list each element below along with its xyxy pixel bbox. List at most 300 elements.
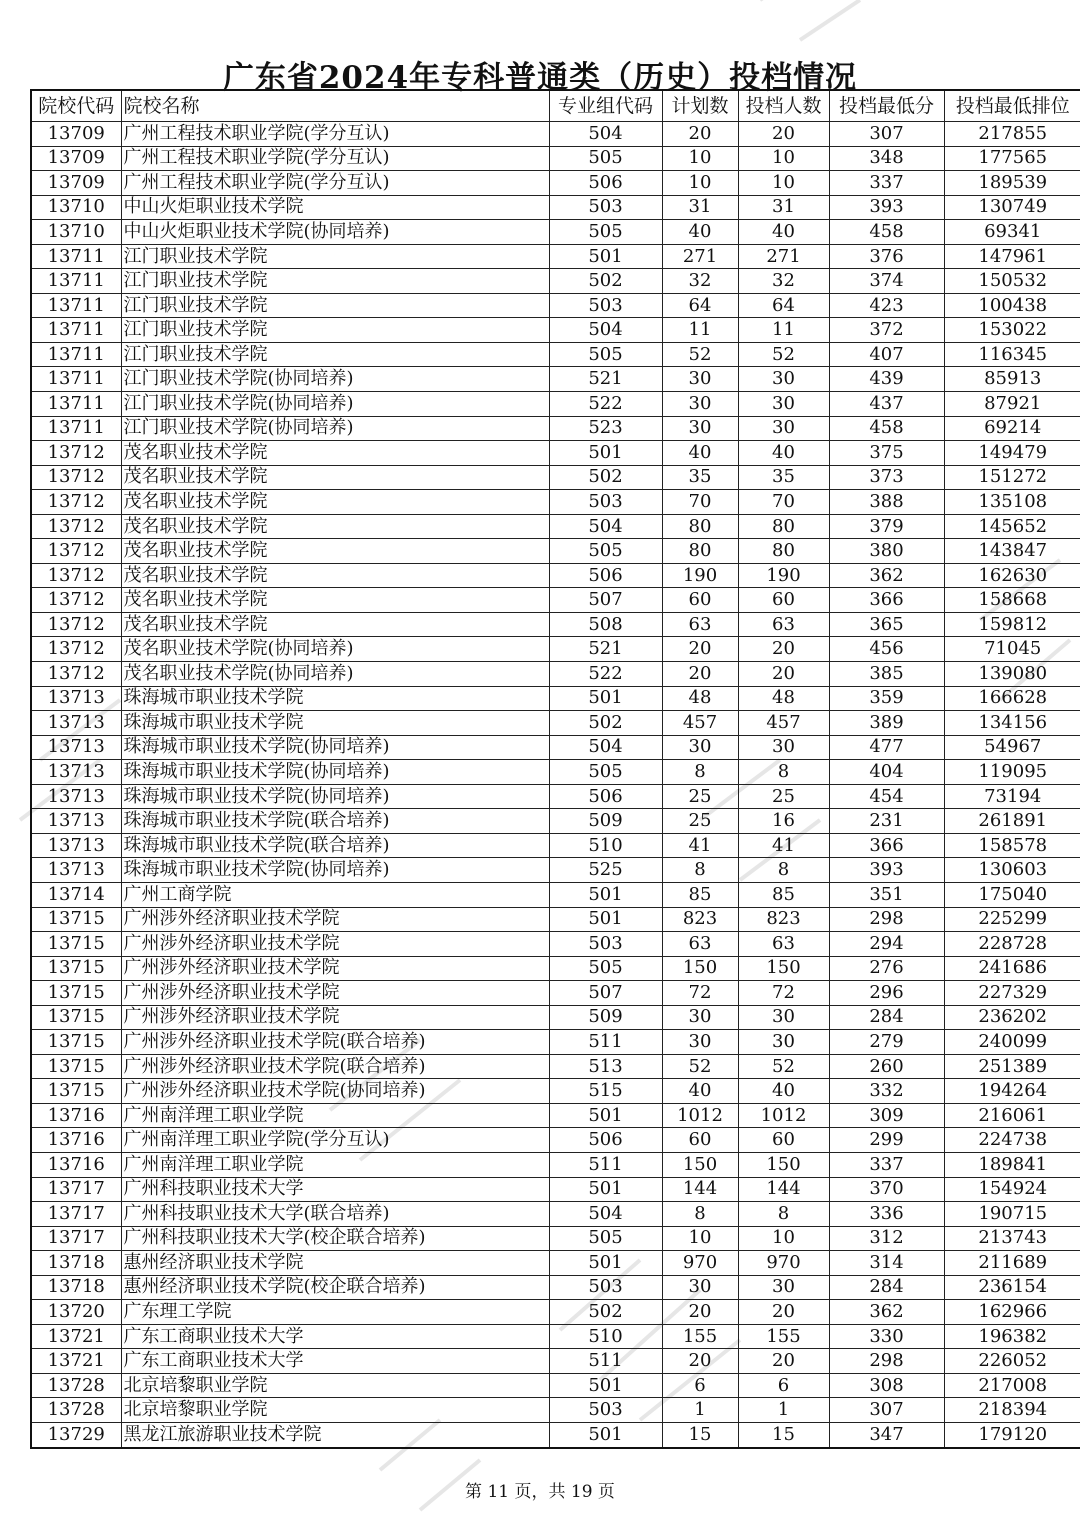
cell-school-name: 珠海城市职业技术学院(协同培养) xyxy=(121,760,549,785)
cell-school-name: 广州科技职业技术大学(校企联合培养) xyxy=(121,1226,549,1251)
cell-group-code: 501 xyxy=(549,1373,662,1398)
cell-group-code: 511 xyxy=(549,1030,662,1055)
table-row xyxy=(31,735,1080,760)
cell-min-score: 347 xyxy=(829,1422,944,1447)
cell-school-name: 广州涉外经济职业技术学院 xyxy=(121,1005,549,1030)
cell-group-code: 504 xyxy=(549,318,662,343)
cell-min-score: 376 xyxy=(829,244,944,269)
table-row xyxy=(31,1349,1080,1374)
cell-min-rank: 225299 xyxy=(944,907,1080,932)
cell-admit-count: 60 xyxy=(738,1128,829,1153)
cell-group-code: 505 xyxy=(549,760,662,785)
cell-plan-count: 72 xyxy=(662,981,738,1006)
cell-plan-count: 41 xyxy=(662,833,738,858)
cell-school-code: 13717 xyxy=(31,1202,121,1227)
cell-admit-count: 80 xyxy=(738,539,829,564)
table-row xyxy=(31,1251,1080,1276)
cell-min-score: 370 xyxy=(829,1177,944,1202)
cell-admit-count: 6 xyxy=(738,1373,829,1398)
cell-admit-count: 10 xyxy=(738,171,829,196)
table-row xyxy=(31,146,1080,171)
cell-school-name: 茂名职业技术学院 xyxy=(121,490,549,515)
cell-admit-count: 30 xyxy=(738,1030,829,1055)
cell-min-score: 454 xyxy=(829,784,944,809)
cell-school-code: 13712 xyxy=(31,588,121,613)
cell-plan-count: 155 xyxy=(662,1324,738,1349)
cell-group-code: 511 xyxy=(549,1152,662,1177)
cell-group-code: 511 xyxy=(549,1349,662,1374)
cell-min-score: 393 xyxy=(829,858,944,883)
cell-plan-count: 30 xyxy=(662,1275,738,1300)
cell-plan-count: 457 xyxy=(662,711,738,736)
cell-admit-count: 970 xyxy=(738,1251,829,1276)
cell-min-score: 337 xyxy=(829,1152,944,1177)
cell-school-name: 茂名职业技术学院 xyxy=(121,563,549,588)
cell-group-code: 522 xyxy=(549,392,662,417)
cell-min-score: 284 xyxy=(829,1005,944,1030)
cell-school-name: 广州涉外经济职业技术学院(协同培养) xyxy=(121,1079,549,1104)
cell-admit-count: 8 xyxy=(738,760,829,785)
table-row xyxy=(31,392,1080,417)
cell-admit-count: 271 xyxy=(738,244,829,269)
table-row xyxy=(31,981,1080,1006)
table-row xyxy=(31,220,1080,245)
cell-school-name: 茂名职业技术学院 xyxy=(121,465,549,490)
cell-school-code: 13712 xyxy=(31,563,121,588)
cell-school-code: 13713 xyxy=(31,809,121,834)
table-row xyxy=(31,1103,1080,1128)
header-school-name: 院校名称 xyxy=(121,90,549,122)
cell-admit-count: 11 xyxy=(738,318,829,343)
cell-plan-count: 190 xyxy=(662,563,738,588)
cell-school-name: 江门职业技术学院 xyxy=(121,293,549,318)
cell-school-code: 13728 xyxy=(31,1398,121,1423)
cell-school-code: 13712 xyxy=(31,465,121,490)
table-row xyxy=(31,1300,1080,1325)
cell-school-name: 茂名职业技术学院 xyxy=(121,514,549,539)
cell-group-code: 505 xyxy=(549,146,662,171)
cell-school-name: 茂名职业技术学院 xyxy=(121,588,549,613)
cell-school-name: 广东理工学院 xyxy=(121,1300,549,1325)
cell-min-rank: 100438 xyxy=(944,293,1080,318)
cell-admit-count: 15 xyxy=(738,1422,829,1447)
cell-plan-count: 10 xyxy=(662,146,738,171)
cell-plan-count: 6 xyxy=(662,1373,738,1398)
cell-plan-count: 150 xyxy=(662,1152,738,1177)
cell-school-code: 13712 xyxy=(31,539,121,564)
cell-group-code: 513 xyxy=(549,1054,662,1079)
cell-school-code: 13715 xyxy=(31,981,121,1006)
cell-min-score: 437 xyxy=(829,392,944,417)
cell-school-code: 13716 xyxy=(31,1128,121,1153)
cell-min-rank: 85913 xyxy=(944,367,1080,392)
cell-group-code: 501 xyxy=(549,1103,662,1128)
cell-admit-count: 8 xyxy=(738,858,829,883)
cell-min-rank: 213743 xyxy=(944,1226,1080,1251)
cell-school-code: 13710 xyxy=(31,195,121,220)
cell-group-code: 501 xyxy=(549,882,662,907)
cell-admit-count: 20 xyxy=(738,122,829,147)
cell-school-name: 江门职业技术学院 xyxy=(121,342,549,367)
cell-min-score: 298 xyxy=(829,907,944,932)
cell-min-score: 359 xyxy=(829,686,944,711)
cell-plan-count: 25 xyxy=(662,784,738,809)
cell-admit-count: 150 xyxy=(738,1152,829,1177)
cell-admit-count: 20 xyxy=(738,637,829,662)
cell-school-code: 13713 xyxy=(31,833,121,858)
cell-school-code: 13729 xyxy=(31,1422,121,1447)
table-row xyxy=(31,1152,1080,1177)
cell-group-code: 504 xyxy=(549,514,662,539)
cell-admit-count: 30 xyxy=(738,367,829,392)
cell-group-code: 505 xyxy=(549,342,662,367)
cell-admit-count: 30 xyxy=(738,392,829,417)
cell-group-code: 523 xyxy=(549,416,662,441)
cell-min-rank: 240099 xyxy=(944,1030,1080,1055)
cell-min-rank: 189841 xyxy=(944,1152,1080,1177)
cell-plan-count: 80 xyxy=(662,514,738,539)
cell-group-code: 502 xyxy=(549,1300,662,1325)
cell-group-code: 506 xyxy=(549,1128,662,1153)
cell-admit-count: 85 xyxy=(738,882,829,907)
cell-min-score: 337 xyxy=(829,171,944,196)
cell-plan-count: 40 xyxy=(662,441,738,466)
cell-group-code: 501 xyxy=(549,907,662,932)
header-school-code: 院校代码 xyxy=(31,90,121,122)
cell-admit-count: 70 xyxy=(738,490,829,515)
cell-school-name: 中山火炬职业技术学院 xyxy=(121,195,549,220)
cell-group-code: 521 xyxy=(549,367,662,392)
cell-min-rank: 71045 xyxy=(944,637,1080,662)
cell-school-name: 珠海城市职业技术学院(联合培养) xyxy=(121,809,549,834)
cell-school-code: 13718 xyxy=(31,1251,121,1276)
cell-min-rank: 216061 xyxy=(944,1103,1080,1128)
cell-plan-count: 10 xyxy=(662,1226,738,1251)
table-body xyxy=(31,122,1080,1448)
cell-plan-count: 970 xyxy=(662,1251,738,1276)
cell-min-score: 336 xyxy=(829,1202,944,1227)
cell-min-score: 380 xyxy=(829,539,944,564)
table-row xyxy=(31,1422,1080,1447)
cell-plan-count: 25 xyxy=(662,809,738,834)
table-row xyxy=(31,318,1080,343)
cell-min-score: 374 xyxy=(829,269,944,294)
table-row xyxy=(31,637,1080,662)
cell-min-rank: 162966 xyxy=(944,1300,1080,1325)
cell-admit-count: 25 xyxy=(738,784,829,809)
cell-admit-count: 40 xyxy=(738,1079,829,1104)
cell-admit-count: 144 xyxy=(738,1177,829,1202)
cell-school-name: 茂名职业技术学院(协同培养) xyxy=(121,637,549,662)
cell-school-code: 13713 xyxy=(31,735,121,760)
cell-group-code: 501 xyxy=(549,686,662,711)
table-row xyxy=(31,171,1080,196)
cell-school-code: 13715 xyxy=(31,1030,121,1055)
cell-school-name: 广州工商学院 xyxy=(121,882,549,907)
cell-min-rank: 217008 xyxy=(944,1373,1080,1398)
cell-min-rank: 151272 xyxy=(944,465,1080,490)
table-row xyxy=(31,784,1080,809)
cell-admit-count: 155 xyxy=(738,1324,829,1349)
cell-min-score: 279 xyxy=(829,1030,944,1055)
cell-plan-count: 20 xyxy=(662,122,738,147)
cell-plan-count: 85 xyxy=(662,882,738,907)
cell-group-code: 503 xyxy=(549,293,662,318)
cell-min-rank: 158578 xyxy=(944,833,1080,858)
cell-plan-count: 63 xyxy=(662,612,738,637)
cell-group-code: 505 xyxy=(549,220,662,245)
cell-min-score: 308 xyxy=(829,1373,944,1398)
cell-min-score: 307 xyxy=(829,122,944,147)
table-row xyxy=(31,465,1080,490)
cell-admit-count: 64 xyxy=(738,293,829,318)
cell-min-rank: 251389 xyxy=(944,1054,1080,1079)
cell-group-code: 507 xyxy=(549,588,662,613)
cell-admit-count: 457 xyxy=(738,711,829,736)
cell-min-score: 332 xyxy=(829,1079,944,1104)
cell-school-name: 广州南洋理工职业学院 xyxy=(121,1152,549,1177)
cell-plan-count: 70 xyxy=(662,490,738,515)
cell-group-code: 506 xyxy=(549,563,662,588)
cell-admit-count: 1012 xyxy=(738,1103,829,1128)
header-min-rank: 投档最低排位 xyxy=(944,90,1080,122)
cell-admit-count: 35 xyxy=(738,465,829,490)
cell-plan-count: 10 xyxy=(662,171,738,196)
cell-min-rank: 130603 xyxy=(944,858,1080,883)
cell-school-code: 13728 xyxy=(31,1373,121,1398)
table-row xyxy=(31,195,1080,220)
cell-school-code: 13710 xyxy=(31,220,121,245)
cell-min-score: 407 xyxy=(829,342,944,367)
table-row xyxy=(31,539,1080,564)
cell-school-name: 广州涉外经济职业技术学院(联合培养) xyxy=(121,1030,549,1055)
cell-admit-count: 30 xyxy=(738,1005,829,1030)
cell-min-rank: 261891 xyxy=(944,809,1080,834)
cell-min-rank: 190715 xyxy=(944,1202,1080,1227)
cell-school-name: 珠海城市职业技术学院 xyxy=(121,711,549,736)
cell-school-code: 13713 xyxy=(31,686,121,711)
cell-plan-count: 20 xyxy=(662,637,738,662)
cell-school-name: 江门职业技术学院(协同培养) xyxy=(121,367,549,392)
cell-min-score: 260 xyxy=(829,1054,944,1079)
table-row xyxy=(31,686,1080,711)
cell-min-score: 362 xyxy=(829,1300,944,1325)
cell-admit-count: 32 xyxy=(738,269,829,294)
cell-school-code: 13711 xyxy=(31,318,121,343)
cell-min-score: 362 xyxy=(829,563,944,588)
table-row xyxy=(31,1324,1080,1349)
cell-school-code: 13717 xyxy=(31,1226,121,1251)
cell-plan-count: 30 xyxy=(662,735,738,760)
table-row xyxy=(31,490,1080,515)
cell-group-code: 506 xyxy=(549,784,662,809)
cell-school-name: 惠州经济职业技术学院 xyxy=(121,1251,549,1276)
cell-school-name: 茂名职业技术学院 xyxy=(121,441,549,466)
cell-min-score: 373 xyxy=(829,465,944,490)
cell-group-code: 503 xyxy=(549,932,662,957)
table-row xyxy=(31,956,1080,981)
cell-group-code: 502 xyxy=(549,711,662,736)
cell-min-score: 299 xyxy=(829,1128,944,1153)
cell-min-score: 458 xyxy=(829,220,944,245)
cell-school-code: 13711 xyxy=(31,293,121,318)
cell-plan-count: 1 xyxy=(662,1398,738,1423)
cell-min-rank: 179120 xyxy=(944,1422,1080,1447)
cell-school-name: 珠海城市职业技术学院(协同培养) xyxy=(121,858,549,883)
cell-admit-count: 80 xyxy=(738,514,829,539)
cell-admit-count: 1 xyxy=(738,1398,829,1423)
cell-admit-count: 823 xyxy=(738,907,829,932)
table-row xyxy=(31,1128,1080,1153)
cell-group-code: 525 xyxy=(549,858,662,883)
table-row xyxy=(31,514,1080,539)
cell-school-name: 江门职业技术学院(协同培养) xyxy=(121,416,549,441)
cell-school-name: 广州工程技术职业学院(学分互认) xyxy=(121,122,549,147)
cell-min-rank: 159812 xyxy=(944,612,1080,637)
cell-admit-count: 63 xyxy=(738,932,829,957)
cell-admit-count: 20 xyxy=(738,662,829,687)
cell-school-code: 13714 xyxy=(31,882,121,907)
cell-admit-count: 150 xyxy=(738,956,829,981)
cell-min-score: 312 xyxy=(829,1226,944,1251)
cell-school-code: 13711 xyxy=(31,269,121,294)
cell-plan-count: 31 xyxy=(662,195,738,220)
cell-plan-count: 8 xyxy=(662,1202,738,1227)
cell-min-score: 439 xyxy=(829,367,944,392)
cell-school-name: 江门职业技术学院(协同培养) xyxy=(121,392,549,417)
table-row xyxy=(31,416,1080,441)
cell-school-name: 北京培黎职业学院 xyxy=(121,1398,549,1423)
cell-plan-count: 20 xyxy=(662,1349,738,1374)
cell-min-score: 276 xyxy=(829,956,944,981)
cell-school-code: 13711 xyxy=(31,392,121,417)
cell-min-score: 388 xyxy=(829,490,944,515)
table-row xyxy=(31,293,1080,318)
cell-min-score: 314 xyxy=(829,1251,944,1276)
table-row xyxy=(31,367,1080,392)
cell-min-rank: 149479 xyxy=(944,441,1080,466)
cell-plan-count: 8 xyxy=(662,858,738,883)
cell-plan-count: 52 xyxy=(662,342,738,367)
cell-school-name: 北京培黎职业学院 xyxy=(121,1373,549,1398)
cell-plan-count: 60 xyxy=(662,588,738,613)
table-row xyxy=(31,1054,1080,1079)
cell-school-name: 广州科技职业技术大学 xyxy=(121,1177,549,1202)
table-row xyxy=(31,1373,1080,1398)
table-row xyxy=(31,269,1080,294)
table-row xyxy=(31,711,1080,736)
cell-school-name: 广州涉外经济职业技术学院 xyxy=(121,932,549,957)
cell-admit-count: 31 xyxy=(738,195,829,220)
cell-school-code: 13712 xyxy=(31,662,121,687)
cell-group-code: 510 xyxy=(549,833,662,858)
page-title: 广东省2024年专科普通类（历史）投档情况 xyxy=(222,60,858,96)
admission-table xyxy=(30,89,1080,1449)
cell-min-score: 296 xyxy=(829,981,944,1006)
cell-plan-count: 30 xyxy=(662,1005,738,1030)
cell-school-code: 13712 xyxy=(31,441,121,466)
cell-min-rank: 162630 xyxy=(944,563,1080,588)
cell-group-code: 501 xyxy=(549,441,662,466)
cell-min-score: 366 xyxy=(829,588,944,613)
table-row xyxy=(31,1202,1080,1227)
table-row xyxy=(31,662,1080,687)
cell-school-name: 广州涉外经济职业技术学院 xyxy=(121,907,549,932)
cell-min-rank: 54967 xyxy=(944,735,1080,760)
table-row xyxy=(31,1005,1080,1030)
table-row xyxy=(31,441,1080,466)
cell-admit-count: 30 xyxy=(738,1275,829,1300)
cell-admit-count: 52 xyxy=(738,1054,829,1079)
cell-group-code: 502 xyxy=(549,269,662,294)
cell-school-name: 珠海城市职业技术学院 xyxy=(121,686,549,711)
cell-school-code: 13711 xyxy=(31,244,121,269)
cell-group-code: 505 xyxy=(549,1226,662,1251)
cell-school-name: 广州科技职业技术大学(联合培养) xyxy=(121,1202,549,1227)
table-row xyxy=(31,563,1080,588)
cell-min-rank: 226052 xyxy=(944,1349,1080,1374)
cell-school-code: 13715 xyxy=(31,932,121,957)
table-row xyxy=(31,1030,1080,1055)
cell-plan-count: 30 xyxy=(662,392,738,417)
cell-school-name: 广州南洋理工职业学院(学分互认) xyxy=(121,1128,549,1153)
cell-school-code: 13713 xyxy=(31,858,121,883)
cell-admit-count: 10 xyxy=(738,1226,829,1251)
cell-school-code: 13713 xyxy=(31,760,121,785)
cell-min-rank: 217855 xyxy=(944,122,1080,147)
table-row xyxy=(31,858,1080,883)
cell-school-code: 13715 xyxy=(31,1005,121,1030)
cell-admit-count: 190 xyxy=(738,563,829,588)
cell-min-score: 423 xyxy=(829,293,944,318)
cell-min-rank: 177565 xyxy=(944,146,1080,171)
cell-plan-count: 80 xyxy=(662,539,738,564)
cell-admit-count: 20 xyxy=(738,1300,829,1325)
cell-admit-count: 72 xyxy=(738,981,829,1006)
header-admit-count: 投档人数 xyxy=(738,90,829,122)
cell-school-name: 广州工程技术职业学院(学分互认) xyxy=(121,146,549,171)
cell-school-code: 13720 xyxy=(31,1300,121,1325)
cell-min-score: 458 xyxy=(829,416,944,441)
cell-min-score: 404 xyxy=(829,760,944,785)
cell-school-name: 广东工商职业技术大学 xyxy=(121,1349,549,1374)
cell-group-code: 521 xyxy=(549,637,662,662)
cell-group-code: 501 xyxy=(549,1177,662,1202)
table-row xyxy=(31,833,1080,858)
cell-school-name: 珠海城市职业技术学院(协同培养) xyxy=(121,784,549,809)
table-row xyxy=(31,882,1080,907)
cell-school-code: 13715 xyxy=(31,1054,121,1079)
cell-plan-count: 52 xyxy=(662,1054,738,1079)
cell-admit-count: 40 xyxy=(738,441,829,466)
cell-min-rank: 154924 xyxy=(944,1177,1080,1202)
cell-min-score: 385 xyxy=(829,662,944,687)
cell-min-rank: 166628 xyxy=(944,686,1080,711)
cell-group-code: 510 xyxy=(549,1324,662,1349)
cell-plan-count: 144 xyxy=(662,1177,738,1202)
cell-school-code: 13713 xyxy=(31,711,121,736)
cell-plan-count: 63 xyxy=(662,932,738,957)
table-row xyxy=(31,760,1080,785)
cell-min-score: 372 xyxy=(829,318,944,343)
cell-min-rank: 139080 xyxy=(944,662,1080,687)
cell-plan-count: 20 xyxy=(662,662,738,687)
cell-min-rank: 130749 xyxy=(944,195,1080,220)
cell-min-rank: 196382 xyxy=(944,1324,1080,1349)
cell-group-code: 509 xyxy=(549,1005,662,1030)
cell-admit-count: 8 xyxy=(738,1202,829,1227)
cell-min-rank: 135108 xyxy=(944,490,1080,515)
